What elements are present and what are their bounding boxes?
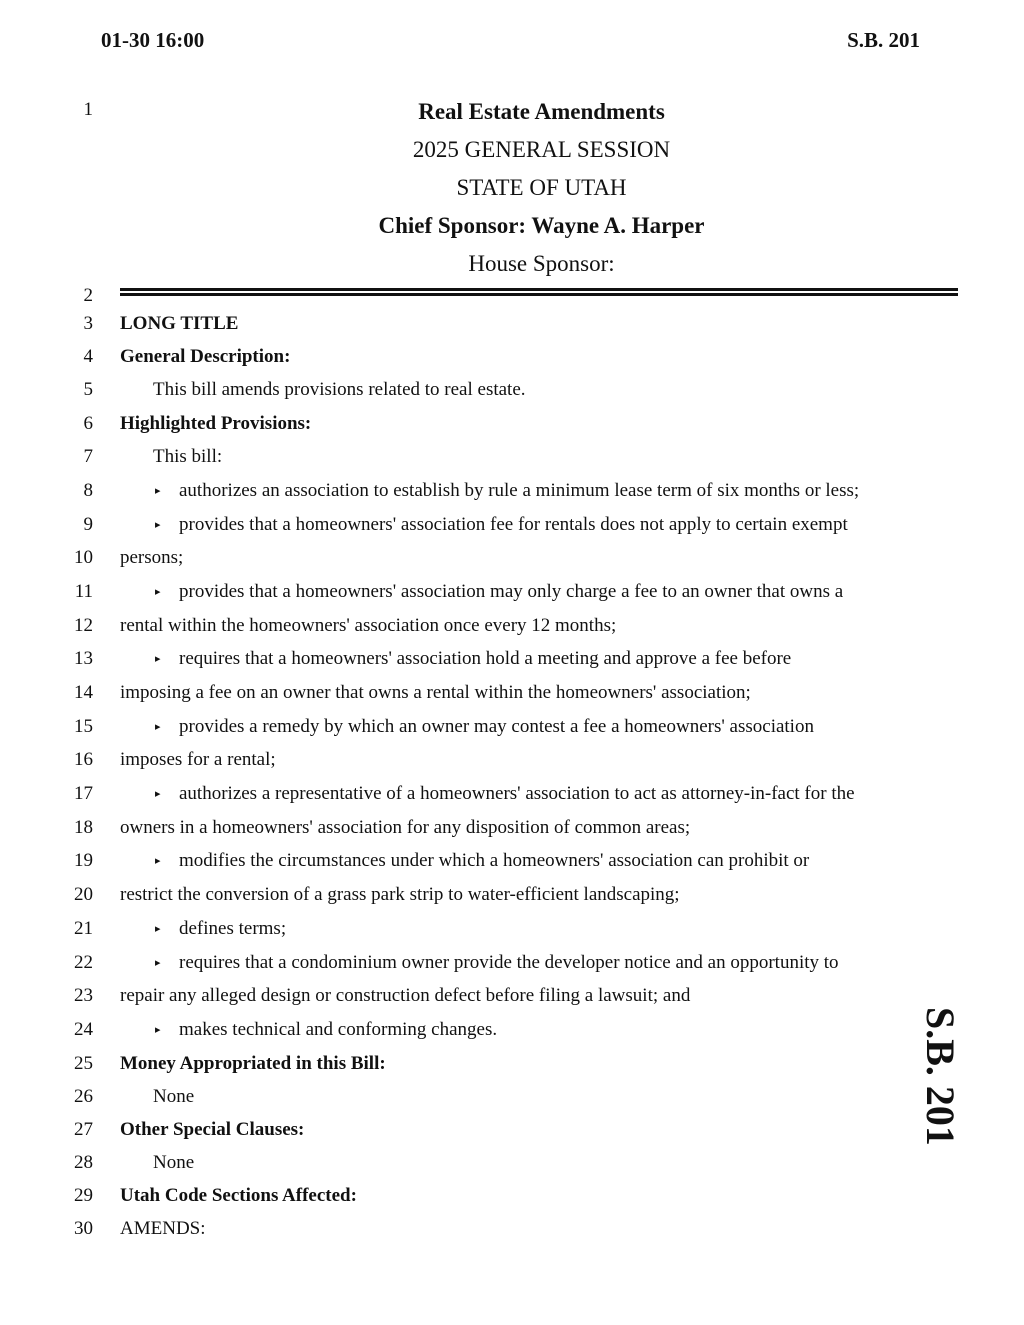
house-sponsor: House Sponsor: (468, 251, 615, 276)
provision-continuation: persons; (120, 547, 184, 568)
line-number: 7 (83, 446, 93, 467)
bullet-icon: ▸ (155, 923, 161, 935)
line-number: 23 (74, 985, 93, 1006)
provision-item (155, 647, 791, 671)
title-divider-top (120, 288, 958, 291)
bullet-icon: ▸ (155, 519, 161, 531)
line-number: 27 (74, 1119, 93, 1140)
line-number: 12 (74, 615, 93, 636)
chief-sponsor: Chief Sponsor: Wayne A. Harper (378, 213, 705, 238)
provisions-intro: This bill: (153, 446, 223, 467)
line-number: 5 (83, 379, 93, 400)
bullet-icon: ▸ (155, 1024, 161, 1036)
line-number: 26 (74, 1086, 93, 1107)
line-number: 18 (74, 817, 93, 838)
provision-text: defines terms; (179, 918, 287, 939)
side-bill-number: S.B. 201 (918, 1007, 963, 1146)
line-number: 8 (83, 480, 93, 501)
title-divider-bottom (120, 293, 958, 296)
provision-item (155, 917, 286, 941)
provision-item (155, 479, 859, 503)
provision-text: provides that a homeowners' association may only charge a fee to an owner that owns a (179, 581, 844, 602)
bullet-icon: ▸ (155, 957, 161, 969)
bullet-icon: ▸ (155, 653, 161, 665)
provision-text: modifies the circumstances under which a homeowners' association can prohibit or (179, 850, 810, 871)
general-description-heading: General Description: (120, 346, 291, 367)
provision-item (155, 715, 814, 739)
bullet-icon: ▸ (155, 485, 161, 497)
line-number: 30 (74, 1218, 93, 1239)
provision-text: requires that a homeowners' association hold a meeting and approve a fee before (179, 648, 792, 669)
line-number: 29 (74, 1185, 93, 1206)
provision-text: provides a remedy by which an owner may contest a fee a homeowners' association (179, 716, 814, 737)
long-title-heading: LONG TITLE (120, 313, 239, 334)
bill-title: Real Estate Amendments (418, 99, 665, 124)
provision-continuation: owners in a homeowners' association for any disposition of common areas; (120, 817, 691, 838)
line-number: 3 (83, 313, 93, 334)
provision-text: provides that a homeowners' association fee for rentals does not apply to certain exempt (179, 514, 848, 535)
line-number: 21 (74, 918, 93, 939)
bullet-icon: ▸ (155, 586, 161, 598)
provision-item (155, 782, 855, 806)
line-number: 28 (74, 1152, 93, 1173)
line-number: 4 (83, 346, 93, 367)
provision-item (155, 849, 809, 873)
line-number: 1 (83, 99, 93, 120)
line-number: 25 (74, 1053, 93, 1074)
code-sections-heading: Utah Code Sections Affected: (120, 1185, 357, 1206)
provision-continuation: repair any alleged design or construction defect before filing a lawsuit; and (120, 985, 691, 1006)
provision-item (155, 951, 839, 975)
highlighted-provisions-heading: Highlighted Provisions: (120, 413, 312, 434)
line-number: 17 (74, 783, 93, 804)
amends-label: AMENDS: (120, 1218, 206, 1239)
line-number: 16 (74, 749, 93, 770)
provision-item (155, 580, 843, 604)
state-label: STATE OF UTAH (456, 175, 627, 200)
session-label: 2025 GENERAL SESSION (412, 137, 671, 162)
provision-item (155, 1018, 497, 1042)
line-number: 13 (74, 648, 93, 669)
line-number: 6 (83, 413, 93, 434)
special-clauses-heading: Other Special Clauses: (120, 1119, 305, 1140)
provision-continuation: rental within the homeowners' association once every 12 months; (120, 615, 617, 636)
bullet-icon: ▸ (155, 721, 161, 733)
line-number: 2 (83, 285, 93, 306)
provision-text: requires that a condominium owner provide the developer notice and an opportunity to (179, 952, 839, 973)
line-number: 15 (74, 716, 93, 737)
provision-text: authorizes an association to establish by rule a minimum lease term of six months or less; (179, 480, 860, 501)
header-bill-number: S.B. 201 (847, 28, 920, 52)
line-number: 14 (74, 682, 93, 703)
header-timestamp: 01-30 16:00 (101, 28, 205, 52)
line-number: 24 (74, 1019, 93, 1040)
provision-continuation: imposing a fee on an owner that owns a rental within the homeowners' association; (120, 682, 751, 703)
money-appropriated-value: None (153, 1086, 195, 1107)
money-appropriated-heading: Money Appropriated in this Bill: (120, 1053, 386, 1074)
provision-continuation: restrict the conversion of a grass park strip to water-efficient landscaping; (120, 884, 680, 905)
line-number: 22 (74, 952, 93, 973)
bill-title-block (120, 0, 963, 290)
line-number: 11 (74, 581, 93, 602)
line-number: 19 (74, 850, 93, 871)
bullet-icon: ▸ (155, 788, 161, 800)
provision-item (155, 513, 848, 537)
provision-text: authorizes a representative of a homeowners' association to act as attorney-in-fact for the (179, 783, 855, 804)
line-number: 10 (74, 547, 93, 568)
provision-continuation: imposes for a rental; (120, 749, 276, 770)
general-description-text: This bill amends provisions related to real estate. (153, 379, 526, 400)
special-clauses-value: None (153, 1152, 195, 1173)
line-number: 20 (74, 884, 93, 905)
provision-text: makes technical and conforming changes. (179, 1019, 498, 1040)
line-number: 9 (83, 514, 93, 535)
bullet-icon: ▸ (155, 855, 161, 867)
